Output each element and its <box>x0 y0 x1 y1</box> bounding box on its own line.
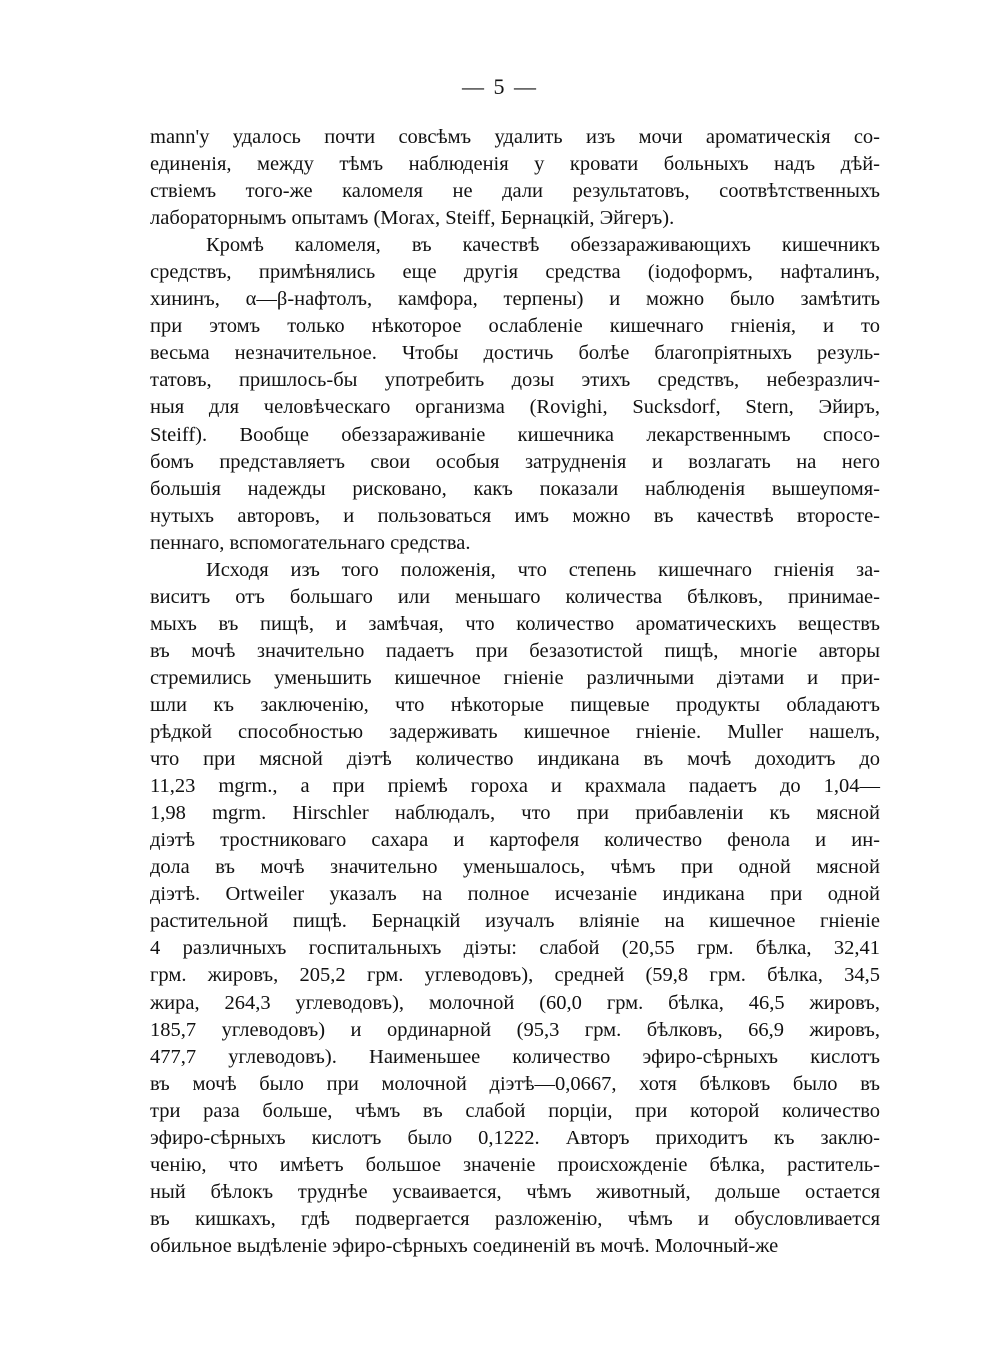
text-line: въ мочѣ было при молочной діэтѣ—0,0667, хотя бѣлковъ было въ <box>150 1072 880 1095</box>
text-line: 185,7 углеводовъ) и ординарной (95,3 грм. бѣлковъ, 66,9 жировъ, <box>150 1018 880 1041</box>
text-line: діэтѣ тростниковаго сахара и картофеля количество фенола и ин- <box>150 829 880 852</box>
text-line: ныя для человѣческаго организма (Rovighi, Sucksdorf, Stern, Эйиръ, <box>150 396 880 419</box>
text-line: жира, 264,3 углеводовъ), молочной (60,0 грм. бѣлка, 46,5 жировъ, <box>150 991 880 1014</box>
text-line: Steiff). Вообще обеззараживаніе кишечника лекарственнымъ спосо- <box>150 423 880 446</box>
text-line: шли къ заключенію, что нѣкоторые пищевые продукты обладаютъ <box>150 693 880 716</box>
text-line: въ мочѣ значительно падаетъ при безазотистой пищѣ, многіе авторы <box>150 639 880 662</box>
text-line: 1,98 mgrm. Hirschler наблюдалъ, что при прибавленіи къ мясной <box>150 802 880 825</box>
text-line: обильное выдѣленіе эфиро-сѣрныхъ соединеній въ мочѣ. Молочный-же <box>150 1234 779 1257</box>
page-body <box>150 124 880 1260</box>
text-line: пеннаго, вспомогательнаго средства. <box>150 531 471 554</box>
text-line: что при мясной діэтѣ количество индикана въ мочѣ доходитъ до <box>150 748 880 771</box>
text-line: нутыхъ авторовъ, и пользоваться имъ можно въ качествѣ второсте- <box>150 504 880 527</box>
text-line: лабораторнымъ опытамъ (Morax, Steiff, Бернацкій, Эйгеръ). <box>150 207 675 230</box>
text-line: стремились уменьшить кишечное гніеніе различными діэтами и при- <box>150 666 880 689</box>
text-line: 11,23 mgrm., а при пріемѣ гороха и крахмала падаетъ до 1,04— <box>150 775 880 798</box>
text-line: средствъ, примѣнялись еще другія средства (іодоформъ, нафталинъ, <box>150 261 880 284</box>
text-line: 477,7 углеводовъ). Наименьшее количество эфиро-сѣрныхъ кислотъ <box>150 1045 880 1068</box>
text-line: три раза больше, чѣмъ въ слабой порціи, при которой количество <box>150 1099 880 1122</box>
text-line: большія надежды рисковано, какъ показали наблюденія вышеупомя- <box>150 477 880 500</box>
text-line: эфиро-сѣрныхъ кислотъ было 0,1222. Авторъ приходитъ къ заклю- <box>150 1126 880 1149</box>
text-line: въ кишкахъ, гдѣ подвергается разложенію, чѣмъ и обусловливается <box>150 1207 880 1230</box>
text-line: весьма незначительное. Чтобы достичь болѣе благопріятныхъ резуль- <box>150 342 880 365</box>
text-line: ный бѣлокъ труднѣе усваивается, чѣмъ животный, дольше остается <box>150 1180 880 1203</box>
text-line: Кромѣ каломеля, въ качествѣ обеззараживающихъ кишечникъ <box>206 234 880 257</box>
text-line: дола въ мочѣ значительно уменьшалось, чѣмъ при одной мясной <box>150 856 880 879</box>
text-line: грм. жировъ, 205,2 грм. углеводовъ), средней (59,8 грм. бѣлка, 34,5 <box>150 964 880 987</box>
text-line: растительной пищѣ. Бернацкій изучалъ вліяніе на кишечное гніеніе <box>150 910 880 933</box>
text-line: хининъ, α—β-нафтолъ, камфора, терпены) и можно было замѣтить <box>150 288 880 311</box>
text-line: при этомъ только нѣкоторое ослабленіе кишечнаго гніенія, и то <box>150 315 880 338</box>
text-line: mann'у удалось почти совсѣмъ удалить изъ мочи ароматическія со- <box>150 126 880 148</box>
text-line: виситъ отъ большаго или меньшаго количества бѣлковъ, принимае- <box>150 585 880 608</box>
text-line: ствіемъ того-же каломеля не дали результатовъ, соотвѣтственныхъ <box>150 180 880 203</box>
text-line: ченію, что имѣетъ большое значеніе происхожденіе бѣлка, раститель- <box>150 1153 880 1176</box>
text-line: бомъ представляетъ свои особыя затрудненія и возлагать на него <box>150 450 880 473</box>
text-line: Исходя изъ того положенія, что степень кишечнаго гніенія за- <box>206 558 880 581</box>
text-line: діэтѣ. Ortweiler указалъ на полное исчезаніе индикана при одной <box>150 883 880 906</box>
text-line: рѣдкой способностью задерживать кишечное гніеніе. Muller нашелъ, <box>150 721 880 744</box>
text-line: татовъ, пришлось-бы употребить дозы этихъ средствъ, небезразлич- <box>150 369 880 392</box>
text-line: мыхъ въ пищѣ, и замѣчая, что количество ароматическихъ веществъ <box>150 612 880 635</box>
text-line: единенія, между тѣмъ наблюденія у кровати больныхъ надъ дѣй- <box>150 153 880 176</box>
text-line: 4 различныхъ госпитальныхъ діэты: слабой (20,55 грм. бѣлка, 32,41 <box>150 937 880 960</box>
page-number: — 5 — <box>462 74 538 99</box>
